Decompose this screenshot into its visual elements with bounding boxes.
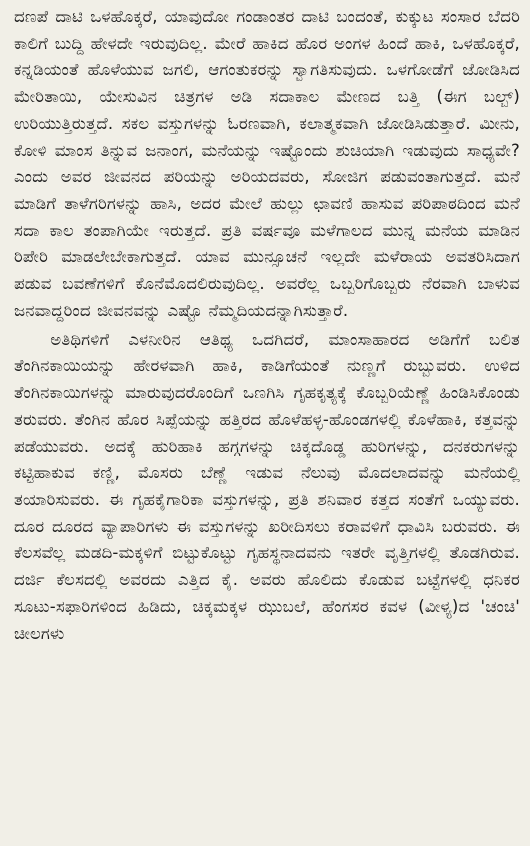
paragraph: ಅತಿಥಿಗಳಿಗೆ ಎಳನೀರಿನ ಆತಿಥ್ಯ ಒದಗಿದರೆ, ಮಾಂಸಾಹಾರದ ಅಡಿಗೆಗೆ ಬಲಿತ ತೆಂಗಿನಕಾಯಿಯನ್ನು ಹೇರಳವಾಗಿ ಹಾಕಿ, ಕಾಡಿಗೆಯಂತೆ ನುಣ್ಣಗೆ ರುಬ್ಬುವರು. ಉಳಿದ ತೆಂಗಿನಕಾಯಿಗಳನ್ನು ಮಾರುವುದರೊಂದಿಗೆ ಒಣಗಿಸಿ ಗೃಹಕೃತ್ಯಕ್ಕೆ ಕೊಬ್ಬರಿಯೆಣ್ಣೆ ಹಿಂಡಿಸಿಕೊಂಡು ತರುವರು. ತೆಂಗಿನ ಹೊರ ಸಿಪ್ಪೆಯನ್ನು ಹತ್ತಿರದ ಹೊಳೆಹಳ್ಳ-ಹೊಂಡಗಳಲ್ಲಿ ಕೊಳೆಹಾಕಿ, ಕತ್ತವನ್ನು ಪಡೆಯುವರು. ಅದಕ್ಕೆ ಹುರಿಹಾಕಿ ಹಗ್ಗಗಳನ್ನು ಚಿಕ್ಕದೊಡ್ಡ ಹುರಿಗಳನ್ನು, ದನಕರುಗಳನ್ನು ಕಟ್ಟಿಹಾಕುವ ಕಣ್ಣಿ, ಮೊಸರು ಬೆಣ್ಣೆ ಇಡುವ ನೆಲುವು ಮೊದಲಾದವನ್ನು ಮನೆಯಲ್ಲಿ ತಯಾರಿಸುವರು. ಈ ಗೃಹಕೈಗಾರಿಕಾ ವಸ್ತುಗಳನ್ನು, ಪ್ರತಿ ಶನಿವಾರ ಕತ್ತದ ಸಂತೆಗೆ ಒಯ್ಯುವರು. ದೂರ ದೂರದ ವ್ಯಾಪಾರಿಗಳು ಈ ವಸ್ತುಗಳನ್ನು ಖರೀದಿಸಲು ಕರಾವಳಿಗೆ ಧಾವಿಸಿ ಬರುವರು. ಈ ಕೆಲಸವೆಲ್ಲ ಮಡದಿ-ಮಕ್ಕಳಿಗೆ ಬಿಟ್ಟುಕೊಟ್ಟು ಗೃಹಸ್ಥನಾದವನು ಇತರೇ ವೃತ್ತಿಗಳಲ್ಲಿ ತೊಡಗಿರುವ. ದರ್ಜಿ ಕೆಲಸದಲ್ಲಿ ಅವರದು ಎತ್ತಿದ ಕೈ. ಅವರು ಹೊಲಿದು ಕೊಡುವ ಬಟ್ಟೆಗಳಲ್ಲಿ ಧನಿಕರ ಸೂಟು-ಸಫಾರಿಗಳಿಂದ ಹಿಡಿದು, ಚಿಕ್ಕಮಕ್ಕಳ ಝುಬಲೆ, ಹೆಂಗಸರ ಕವಳ (ವೀಳ್ಯ)ದ 'ಚಂಚಿ' ಚೀಲಗಳು <box>14 329 520 643</box>
paragraph: ದಣಪೆ ದಾಟಿ ಒಳಹೊಕ್ಕರೆ, ಯಾವುದೋ ಗಂಡಾಂತರ ದಾಟಿ ಬಂದಂತೆ, ಕುಕ್ಕುಟ ಸಂಸಾರ ಬೆದರಿ ಕಾಲಿಗೆ ಬುದ್ದಿ ಹೇಳದೇ ಇರುವುದಿಲ್ಲ. ಮೇರೆ ಹಾಕಿದ ಹೊರ ಅಂಗಳ ಹಿಂದೆ ಹಾಕಿ, ಒಳಹೊಕ್ಕರೆ, ಕನ್ನಡಿಯಂತೆ ಹೊಳೆಯುವ ಜಗಲಿ, ಆಗಂತುಕರನ್ನು ಸ್ವಾಗತಿಸುವುದು. ಒಳಗೋಡೆಗೆ ಜೋಡಿಸಿದ ಮೇರಿತಾಯಿ, ಯೇಸುವಿನ ಚಿತ್ರಗಳ ಅಡಿ ಸದಾಕಾಲ ಮೇಣದ ಬತ್ತಿ (ಈಗ ಬಲ್ಬ್) ಉರಿಯುತ್ತಿರುತ್ತದೆ. ಸಕಲ ವಸ್ತುಗಳನ್ನು ಓರಣವಾಗಿ, ಕಲಾತ್ಮಕವಾಗಿ ಜೋಡಿಸಿಡುತ್ತಾರೆ. ಮೀನು, ಕೋಳಿ ಮಾಂಸ ತಿನ್ನುವ ಜನಾಂಗ, ಮನೆಯನ್ನು ಇಷ್ಟೊಂದು ಶುಚಿಯಾಗಿ ಇಡುವುದು ಸಾಧ್ಯವೇ? ಎಂದು ಅವರ ಜೀವನದ ಪರಿಯನ್ನು ಅರಿಯದವರು, ಸೋಜಿಗ ಪಡುವಂತಾಗುತ್ತದೆ. ಮನೆ ಮಾಡಿಗೆ ತಾಳೆಗರಿಗಳನ್ನು ಹಾಸಿ, ಅದರ ಮೇಲೆ ಹುಲ್ಲು ಛಾವಣಿ ಹಾಸುವ ಪರಿಪಾಠದಿಂದ ಮನೆ ಸದಾ ಕಾಲ ತಂಪಾಗಿಯೇ ಇರುತ್ತದೆ. ಪ್ರತಿ ವರ್ಷವೂ ಮಳೆಗಾಲದ ಮುನ್ನ ಮನೆಯ ಮಾಡಿನ ರಿಪೇರಿ ಮಾಡಲೇಬೇಕಾಗುತ್ತದೆ. ಯಾವ ಮುನ್ಸೂಚನೆ ಇಲ್ಲದೇ ಮಳೆರಾಯ ಅವತರಿಸಿದಾಗ ಪಡುವ ಬವಣೆಗಳಿಗೆ ಕೊನೆಮೊದಲಿರುವುದಿಲ್ಲ. ಅವರೆಲ್ಲ ಒಬ್ಬರಿಗೊಬ್ಬರು ನೆರವಾಗಿ ಬಾಳುವ ಜನವಾದ್ದರಿಂದ ಜೀವನವನ್ನು ಎಷ್ಟೊ ನೆಮ್ಮದಿಯದನ್ನಾಗಿಸುತ್ತಾರೆ. <box>14 7 520 320</box>
